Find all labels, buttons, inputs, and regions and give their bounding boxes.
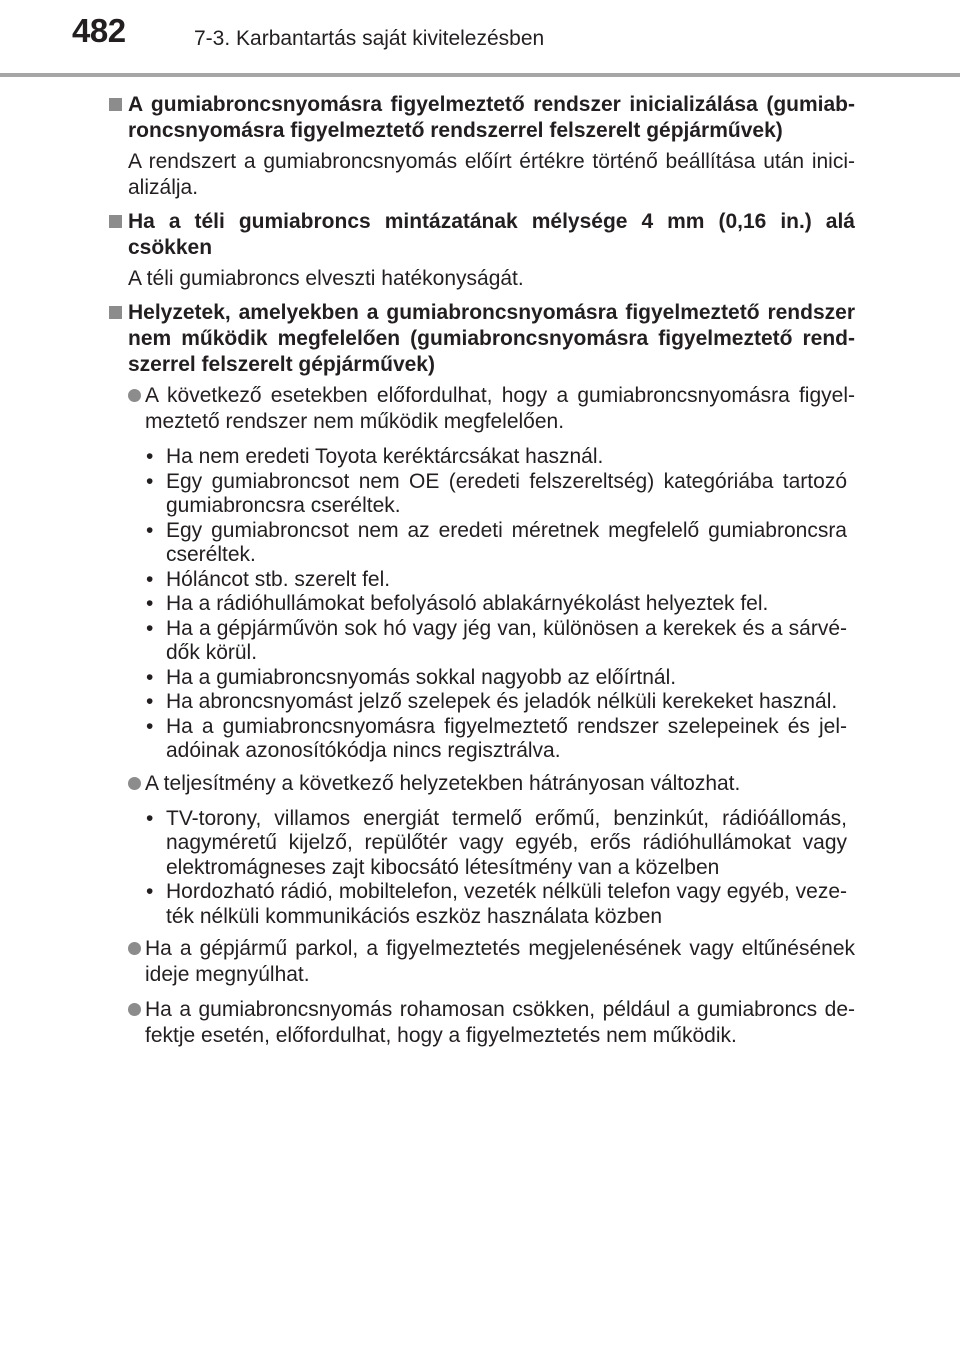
bullet-item-text: Ha a rádióhullámokat befolyásoló ablakárnyékolást helyeztek fel.	[166, 592, 769, 615]
section-heading-text: Helyzetek, amelyekben a gumiabroncsnyomásra figyelmeztető rendszer nem működik megfelelően (gumiabroncsnyomásra figyelmeztető rend-szerrel felszerelt gépjárművek)	[128, 301, 855, 376]
bullet-icon: •	[146, 469, 154, 493]
circle-list-item-text: A teljesítmény a következő helyzetekben hátrányosan változhat.	[145, 771, 741, 795]
page-header	[0, 0, 960, 80]
bullet-item	[146, 617, 847, 666]
section-heading	[107, 92, 855, 144]
bullet-item-text: Ha a gépjárművön sok hó vagy jég van, különösen a kerekek és a sárvé-dők körül.	[166, 616, 847, 664]
bullet-item-text: Ha a gumiabroncsnyomásra figyelmeztető rendszer szelepeinek és jel-adóinak azonosítókódja nincs regisztrálva.	[166, 714, 847, 762]
bullet-list	[107, 445, 847, 764]
bullet-item	[146, 592, 847, 617]
circle-bullet-icon	[128, 1003, 141, 1016]
bullet-list	[107, 807, 847, 930]
header-rule	[0, 73, 960, 77]
square-marker-icon	[109, 98, 122, 111]
bullet-item-text: Ha nem eredeti Toyota keréktárcsákat használ.	[166, 445, 604, 468]
bullet-item	[146, 519, 847, 568]
circle-bullet-icon	[128, 942, 141, 955]
section-heading	[107, 300, 855, 378]
bullet-item	[146, 715, 847, 764]
page-content	[107, 92, 855, 1058]
circle-bullet-icon	[128, 777, 141, 790]
bullet-item-text: Ha a gumiabroncsnyomás sokkal nagyobb az előírtnál.	[166, 665, 677, 689]
circle-list-item	[107, 997, 855, 1049]
bullet-icon: •	[146, 616, 154, 640]
bullet-item	[146, 445, 847, 470]
bullet-icon: •	[146, 665, 154, 689]
page-number: 482	[72, 12, 126, 49]
square-marker-icon	[109, 306, 122, 319]
bullet-item-text: TV-torony, villamos energiát termelő erőmű, benzinkút, rádióállomás, nagyméretű kijelző, repülőtér vagy egyéb, erős rádióhullámokat vagy elektromágneses zajt kibocsátó létesítmény van a közelben	[166, 806, 847, 879]
bullet-icon: •	[146, 518, 154, 542]
bullet-icon: •	[146, 592, 154, 615]
bullet-item	[146, 880, 847, 929]
bullet-item-text: Hordozható rádió, mobiltelefon, vezeték nélküli telefon vagy egyéb, veze-ték nélküli kommunikációs eszköz használata közben	[166, 880, 847, 928]
bullet-item-text: Egy gumiabroncsot nem az eredeti méretnek megfelelő gumiabroncsra cseréltek.	[166, 518, 847, 566]
bullet-icon: •	[146, 690, 154, 713]
bullet-icon: •	[146, 567, 154, 591]
bullet-item-text: Hóláncot stb. szerelt fel.	[166, 567, 391, 591]
section-text: A rendszert a gumiabroncsnyomás előírt értékre történő beállítása után inici-alizálja.	[128, 150, 855, 199]
circle-list-item	[107, 383, 855, 435]
bullet-item-text: Egy gumiabroncsot nem OE (eredeti felszereltség) kategóriába tartozó gumiabroncsra cseréltek.	[166, 469, 847, 517]
circle-list-item	[107, 771, 855, 797]
bullet-icon: •	[146, 880, 154, 903]
bullet-icon: •	[146, 806, 154, 830]
section-title: 7-3. Karbantartás saját kivitelezésben	[194, 27, 545, 50]
section-heading-text: A gumiabroncsnyomásra figyelmeztető rendszer inicializálása (gumiab-roncsnyomásra figyelmeztető rendszerrel felszerelt gépjárművek)	[128, 93, 855, 142]
section-heading	[107, 209, 855, 261]
square-marker-icon	[109, 215, 122, 228]
section-heading-text: Ha a téli gumiabroncs mintázatának mélysége 4 mm (0,16 in.) alá csökken	[128, 210, 855, 259]
bullet-icon: •	[146, 445, 154, 468]
circle-list-item	[107, 936, 855, 988]
bullet-item-text: Ha abroncsnyomást jelző szelepek és jeladók nélküli kerekeket használ.	[166, 690, 838, 713]
bullet-item	[146, 470, 847, 519]
bullet-item	[146, 690, 847, 715]
circle-list-item-text: Ha a gépjármű parkol, a figyelmeztetés megjelenésének vagy eltűnésének ideje megnyúlhat.	[145, 937, 855, 986]
circle-list-item-text: A következő esetekben előfordulhat, hogy a gumiabroncsnyomásra figyel-meztető rendszer nem működik megfelelően.	[145, 384, 855, 433]
circle-bullet-icon	[128, 389, 141, 402]
bullet-icon: •	[146, 714, 154, 738]
section-text: A téli gumiabroncs elveszti hatékonyságát.	[128, 267, 524, 290]
circle-list-item-text: Ha a gumiabroncsnyomás rohamosan csökken, például a gumiabroncs de-fektje esetén, előfordulhat, hogy a figyelmeztetés nem működik.	[145, 998, 855, 1047]
bullet-item	[146, 666, 847, 691]
bullet-item	[146, 807, 847, 881]
bullet-item	[146, 568, 847, 593]
